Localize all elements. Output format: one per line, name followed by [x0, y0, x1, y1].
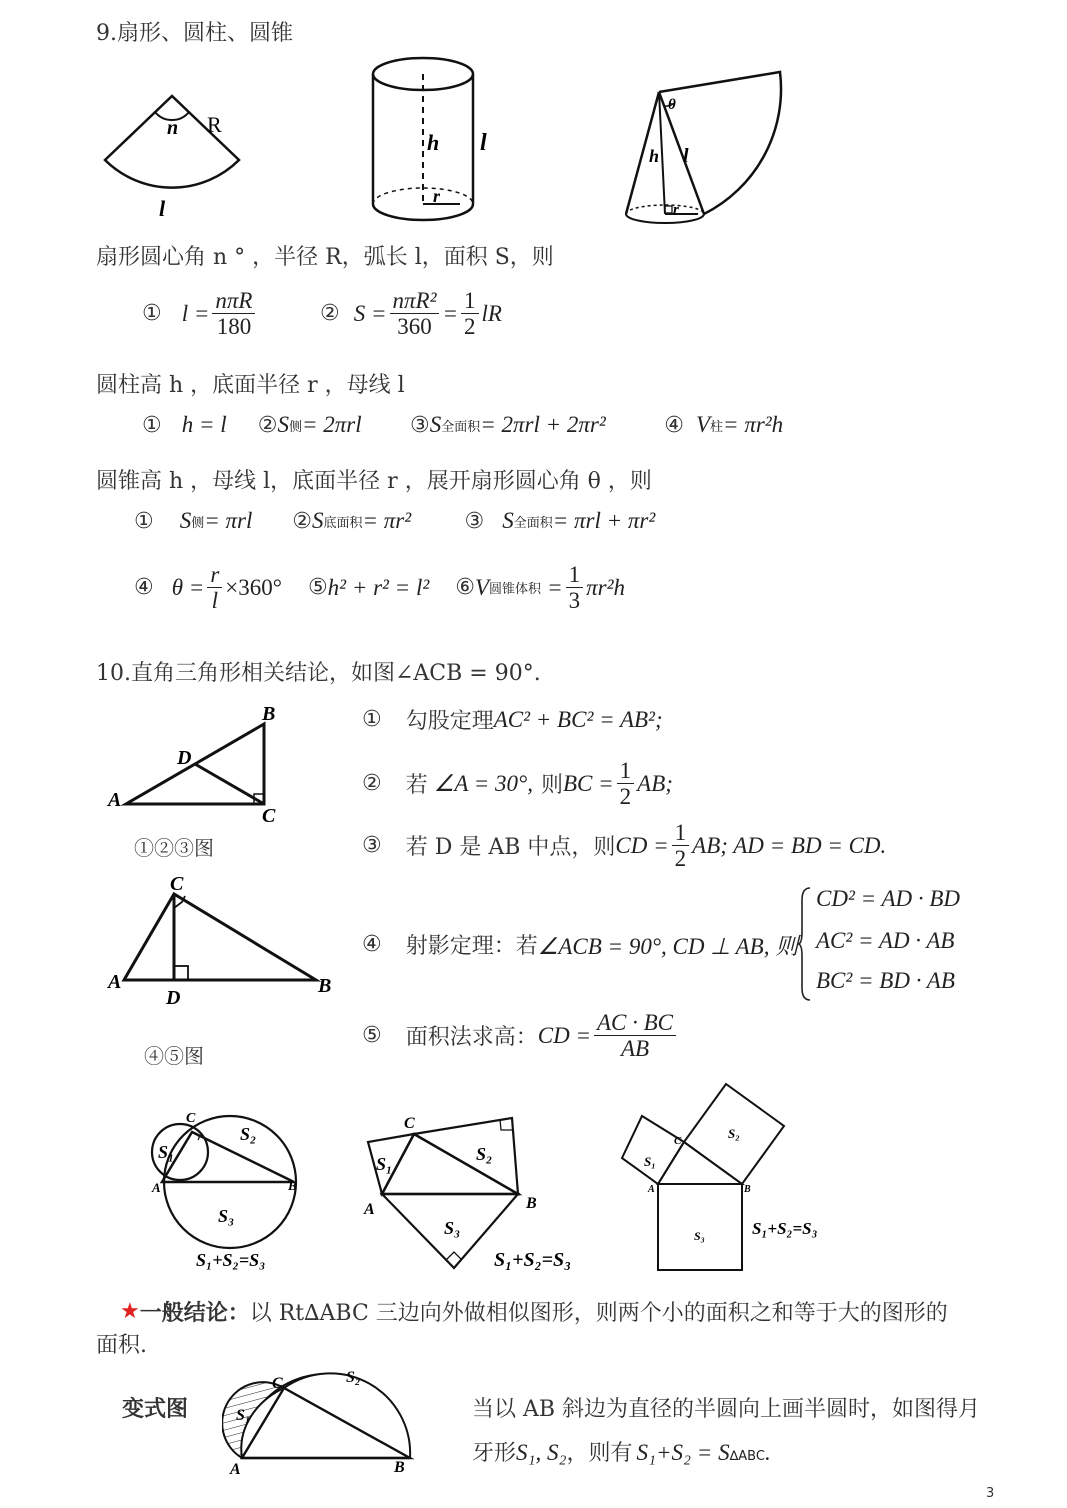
- fraction: [390, 288, 440, 340]
- formula-lhs: l =: [181, 300, 210, 326]
- numerator: r: [207, 562, 222, 588]
- f3-label-S1: S₁: [644, 1154, 656, 1169]
- subscript: 柱: [710, 419, 724, 435]
- variant-text-2: [472, 1436, 771, 1467]
- circle-num: ①: [142, 412, 162, 438]
- general-text-cont: 面积.: [96, 1333, 147, 1358]
- sector-formula-1: [142, 288, 258, 340]
- variant-math: S₁+S₂ = S: [636, 1440, 730, 1465]
- tri2-label-D: D: [166, 987, 181, 1009]
- circle-num: ④: [134, 575, 154, 601]
- variant-label-S2: S₂: [346, 1369, 361, 1386]
- circle-num: ③: [464, 508, 485, 534]
- triangle-figure-2: [104, 872, 344, 1012]
- variant-label-A: A: [230, 1461, 241, 1478]
- circle-num: ⑤: [307, 575, 328, 601]
- cylinder-formula-1: h = l: [181, 412, 227, 437]
- circle-num: ③: [362, 833, 382, 859]
- circle-num: ①: [134, 508, 154, 534]
- fig2-caption: ④⑤图: [144, 1044, 204, 1068]
- theta-tail: ×360°: [225, 574, 282, 600]
- subscript: 侧: [191, 515, 205, 531]
- subscript: 圆锥体积: [489, 582, 542, 598]
- symbol: S: [429, 412, 442, 437]
- tri1-label-B: B: [262, 703, 276, 725]
- numerator: 1: [617, 758, 635, 784]
- cone-volume-tail: πr²h: [586, 574, 625, 600]
- item-label: 若: [405, 773, 428, 799]
- denominator: l: [211, 588, 218, 614]
- item-label: 则: [540, 773, 563, 799]
- circle-num: ④: [664, 412, 684, 438]
- circle-num: ①: [362, 707, 382, 732]
- symbol: V: [695, 412, 711, 437]
- fig1-caption: ①②③图: [134, 836, 214, 860]
- cone-label-l: l: [683, 145, 689, 167]
- star-icon: ★: [120, 1299, 140, 1324]
- circle-num: ①: [142, 301, 162, 327]
- cylinder-label-h: h: [427, 130, 440, 155]
- circles-figure: [140, 1100, 315, 1280]
- variant-text-1: 当以 AB 斜边为直径的半圆向上画半圆时，如图得月: [472, 1397, 981, 1422]
- denominator: 2: [464, 314, 476, 340]
- item-2: [362, 758, 673, 810]
- cylinder-description: 圆柱高 h ，底面半径 r ，母线 l: [96, 373, 405, 398]
- item-3: [362, 820, 886, 872]
- denominator: 2: [619, 784, 632, 810]
- subscript: 侧: [288, 419, 302, 435]
- f1-label-S3: S₃: [218, 1206, 235, 1226]
- cylinder-figure: [360, 52, 500, 232]
- fraction: [212, 288, 255, 340]
- f3-label-A: A: [648, 1184, 655, 1195]
- section-10-title: 10.直角三角形相关结论，如图∠ACB = 90°.: [96, 661, 541, 686]
- tri2-label-B: B: [318, 975, 332, 997]
- cylinder-formulas: [142, 412, 1042, 438]
- cone-description: 圆锥高 h ，母线 l，底面半径 r ，展开扇形圆心角 θ ，则: [96, 469, 652, 494]
- f3-label-C: C: [674, 1135, 682, 1147]
- tri2-label-C: C: [170, 873, 184, 895]
- denominator: 2: [674, 846, 687, 872]
- denominator: 360: [397, 314, 432, 340]
- subscript: ∆ABC: [729, 1449, 765, 1464]
- tri1-label-A: A: [108, 789, 122, 811]
- item-math: ∠A = 30°,: [433, 770, 533, 796]
- cylinder-formula-3: = 2πrl + 2πr²: [480, 412, 606, 437]
- symbol: S: [179, 508, 192, 533]
- subscript: 底面积: [323, 515, 363, 531]
- item-5: [362, 1010, 679, 1062]
- formula-tail: lR: [481, 300, 502, 326]
- tri2-label-A: A: [108, 971, 122, 993]
- numerator: nπR: [212, 288, 255, 314]
- projection-line-1: CD² = AD · BD: [816, 886, 961, 911]
- numerator: 1: [461, 288, 479, 314]
- general-text: 以 Rt∆ABC 三边向外做相似图形，则两个小的面积之和等于大的图形的: [249, 1301, 948, 1326]
- cone-pythagoras: h² + r² = l²: [327, 574, 430, 600]
- variant-figure: [222, 1358, 422, 1478]
- cone-label-r: r: [673, 202, 679, 218]
- circle-num: ②: [292, 508, 312, 534]
- symbol: V: [474, 574, 490, 600]
- variant-label: 变式图: [122, 1396, 189, 1422]
- fraction-half: [461, 288, 479, 340]
- item-4: [362, 928, 798, 961]
- variant-text: ，则有: [566, 1441, 633, 1466]
- f2-label-S3: S₃: [444, 1218, 461, 1238]
- cone-formulas-row-1: [134, 508, 655, 534]
- item-math: AB;: [637, 770, 673, 796]
- numerator: nπR²: [390, 288, 440, 314]
- circle-num: ④: [362, 932, 382, 957]
- f2-label-S1: S₁: [376, 1154, 393, 1174]
- subscript: 全面积: [513, 515, 553, 531]
- cone-formula-1: = πrl: [204, 508, 253, 533]
- f1-label-S2: S₂: [240, 1124, 257, 1144]
- numerator: AC · BC: [594, 1010, 676, 1036]
- f2-caption: S₁+S₂=S₃: [494, 1249, 572, 1271]
- item-label: 若 D 是 AB 中点，则: [405, 835, 616, 861]
- cone-formula-2: = πr²: [362, 508, 412, 533]
- denominator: 3: [568, 588, 581, 614]
- f1-label-A: A: [152, 1180, 161, 1195]
- circle-num: ②: [320, 301, 340, 327]
- symbol: S: [502, 508, 514, 533]
- cylinder-label-l: l: [480, 130, 487, 156]
- symbol: S: [311, 508, 324, 533]
- item-label: 勾股定理: [405, 709, 494, 734]
- brace: [798, 886, 812, 1002]
- section-9-title: 9.扇形、圆柱、圆锥: [96, 21, 293, 46]
- denominator: 180: [216, 314, 252, 340]
- f1-caption: S₁+S₂=S₃: [196, 1250, 266, 1270]
- variant-math: S₁, S₂: [516, 1440, 567, 1465]
- period: .: [764, 1440, 771, 1465]
- item-math: ∠ACB = 90°, CD ⊥ AB, 则: [537, 934, 799, 959]
- item-math: CD =: [615, 832, 669, 858]
- fraction: [594, 1010, 676, 1062]
- circle-num: ②: [362, 771, 382, 797]
- circle-num: ③: [409, 412, 430, 438]
- tri1-label-C: C: [262, 805, 276, 827]
- sector-description: 扇形圆心角 n ° ，半径 R，弧长 l，面积 S，则: [96, 245, 554, 270]
- f1-label-B: B: [288, 1178, 297, 1193]
- item-math: AC² + BC² = AB²;: [493, 706, 663, 732]
- variant-text: 牙形: [472, 1441, 517, 1466]
- cylinder-label-r: r: [433, 186, 441, 206]
- numerator: 1: [672, 820, 690, 846]
- triangle-figure-1: [104, 700, 294, 830]
- formula-lhs: S =: [353, 300, 387, 326]
- projection-line-3: BC² = BD · AB: [816, 968, 955, 993]
- item-label: 面积法求高：: [405, 1025, 538, 1051]
- fraction-half: [672, 820, 690, 872]
- f3-label-S2: S₂: [728, 1126, 740, 1141]
- subscript: 全面积: [441, 419, 481, 435]
- numerator: 1: [566, 562, 584, 588]
- equals: =: [547, 574, 563, 600]
- item-math: AB; AD = BD = CD.: [692, 832, 887, 858]
- cone-formula-3: = πrl + πr²: [552, 508, 656, 533]
- circle-num: ⑥: [455, 575, 475, 601]
- f3-label-S3: S₃: [694, 1229, 705, 1243]
- variant-label-S1: S₁: [236, 1407, 251, 1424]
- projection-line-2: AC² = AD · AB: [816, 928, 955, 953]
- cone-label-h: h: [649, 146, 660, 166]
- sector-label-l: l: [159, 196, 166, 221]
- sector-figure: [95, 88, 255, 228]
- squares-figure: [618, 1080, 838, 1280]
- tri1-label-D: D: [177, 747, 192, 769]
- sector-label-R: R: [207, 112, 222, 137]
- variant-label-C: C: [272, 1375, 283, 1392]
- f3-caption: S₁+S₂=S₃: [752, 1219, 818, 1238]
- f2-label-B: B: [526, 1195, 537, 1212]
- cylinder-formula-4: = πr²h: [723, 412, 784, 437]
- page-number: 3: [986, 1486, 995, 1501]
- equals: =: [442, 300, 459, 326]
- f2-label-S2: S₂: [476, 1144, 493, 1164]
- symbol: S: [277, 412, 289, 437]
- cone-figure: [618, 66, 793, 231]
- circle-num: ②: [257, 412, 278, 438]
- fraction-half: [617, 758, 635, 810]
- general-conclusion: [120, 1296, 948, 1327]
- variant-label-B: B: [394, 1459, 405, 1476]
- item-math: CD =: [537, 1022, 591, 1048]
- circle-num: ⑤: [362, 1023, 382, 1049]
- f2-label-C: C: [404, 1115, 415, 1132]
- item-1: [362, 704, 663, 735]
- cone-formulas-row-2: [134, 562, 625, 614]
- sector-label-n: n: [167, 117, 179, 139]
- cylinder-formula-2: = 2πrl: [301, 412, 362, 437]
- f3-label-B: B: [744, 1184, 751, 1195]
- cone-label-theta: θ: [668, 97, 676, 113]
- denominator: AB: [620, 1036, 650, 1062]
- item-label: 射影定理：若: [405, 934, 538, 959]
- fraction: [207, 562, 222, 614]
- fraction-third: [566, 562, 584, 614]
- sector-formula-2: [320, 288, 502, 340]
- general-head: 一般结论：: [139, 1300, 250, 1326]
- f1-label-S1: S₁: [158, 1142, 175, 1162]
- theta-lhs: θ =: [171, 574, 205, 600]
- f1-label-C: C: [186, 1111, 196, 1126]
- triangles-figure: [360, 1110, 600, 1280]
- item-math: BC =: [563, 770, 614, 796]
- f2-label-A: A: [364, 1201, 375, 1218]
